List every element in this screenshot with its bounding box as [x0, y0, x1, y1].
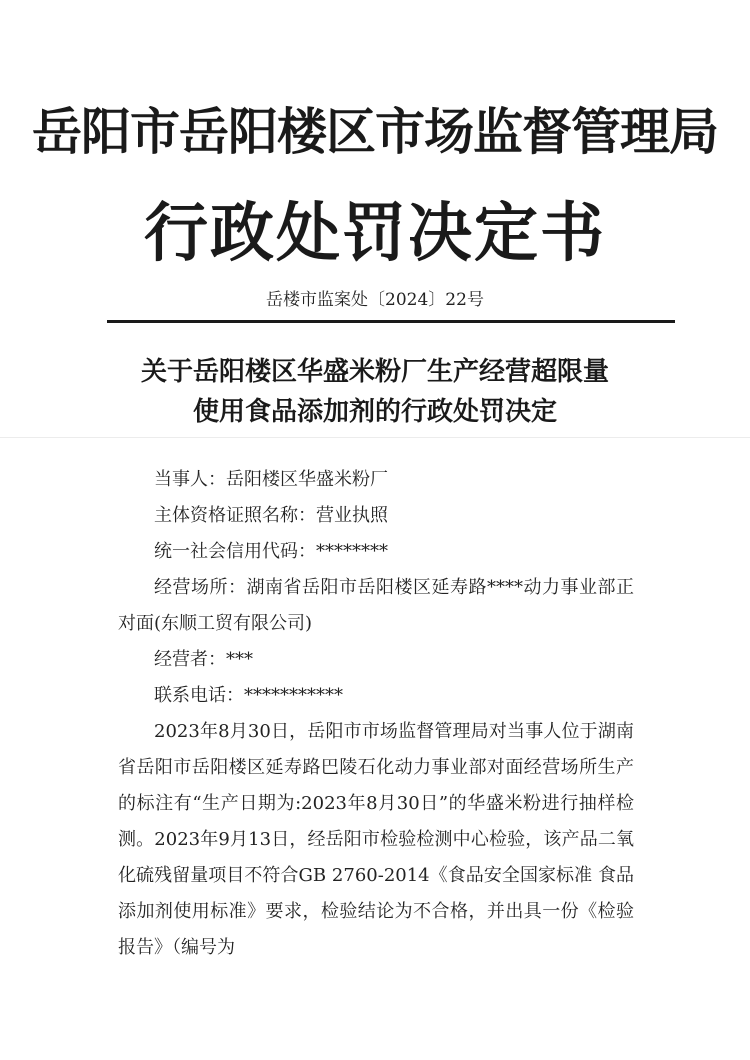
party-license: 主体资格证照名称：营业执照 — [154, 505, 388, 526]
header-divider — [107, 320, 675, 323]
case-paragraph: 2023年8月30日，岳阳市市场监督管理局对当事人位于湖南省岳阳市岳阳楼区延寿路巴陵石化动力事业部对面经营场所生产的标注有“生产日期为:2023年8月30日”的华盛米粉进行抽样检测。2023年9月13日，经岳阳市检验检测中心检验，该产品二氧化硫残留量项目不符合GB 2760-2014《食品安全国家标准 食品添加剂使用标准》要求，检验结论为不合格，并出具一份《检验报告》（编号为 — [118, 721, 634, 958]
issuing-authority: 岳阳市岳阳楼区市场监督管理局 — [32, 103, 718, 161]
party-address: 经营场所：湖南省岳阳市岳阳楼区延寿路****动力事业部正对面(东顺工贸有限公司) — [118, 577, 634, 634]
party-credit-code: 统一社会信用代码：******** — [154, 541, 388, 562]
subject-line-1: 关于岳阳楼区华盛米粉厂生产经营超限量 — [140, 357, 609, 387]
party-phone: 联系电话：*********** — [154, 685, 343, 706]
document-body — [118, 462, 634, 966]
document-type-title: 行政处罚决定书 — [144, 197, 606, 271]
document-number: 岳楼市监案处〔2024〕22号 — [266, 290, 484, 310]
party-name: 当事人：岳阳楼区华盛米粉厂 — [154, 469, 388, 490]
decision-subject — [0, 352, 750, 432]
scan-seam — [0, 437, 750, 438]
subject-line-2: 使用食品添加剂的行政处罚决定 — [192, 397, 557, 427]
party-operator: 经营者：*** — [154, 649, 253, 670]
